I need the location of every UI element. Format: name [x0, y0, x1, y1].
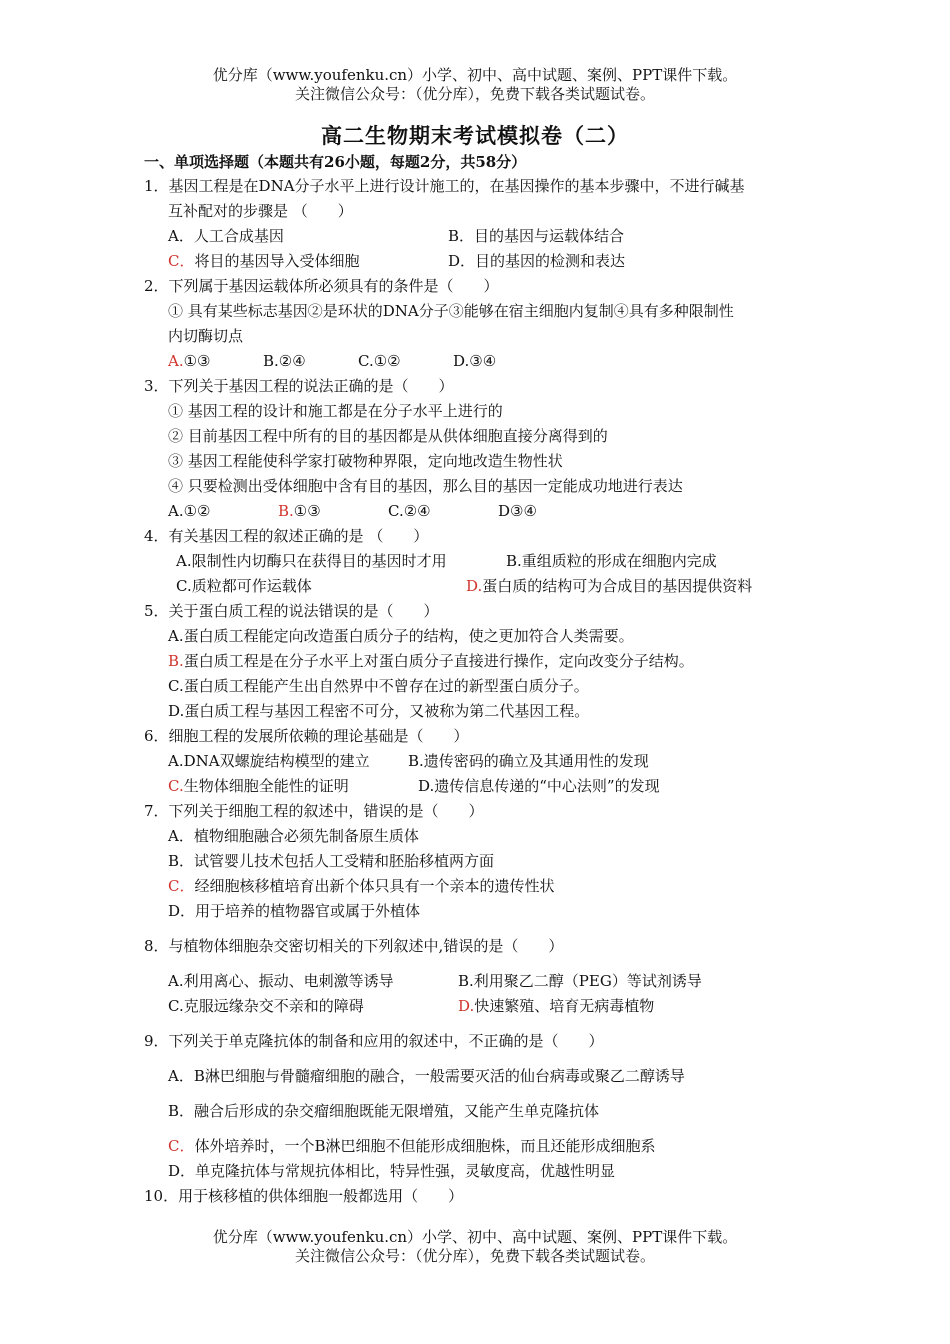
- question-6-stem: 6．细胞工程的发展所依赖的理论基础是（ ）: [144, 727, 469, 745]
- option-a: A．植物细胞融合必须先制备原生质体: [168, 827, 419, 845]
- header-line-2: 关注微信公众号：（优分库），免费下载各类试题试卷。: [294, 85, 655, 103]
- question-2-statement-1: ① 具有某些标志基因②是环状的DNA分子③能够在宿主细胞内复制④具有多种限制性: [168, 302, 734, 320]
- option-c: C．将目的基因导入受体细胞: [168, 252, 360, 270]
- footer-line-1: 优分库（www.youfenku.cn）小学、初中、高中试题、案例、PPT课件下载。: [212, 1228, 738, 1246]
- option-c: C．体外培养时，一个B淋巴细胞不但能形成细胞株，而且还能形成细胞系: [168, 1137, 656, 1155]
- option-c: C.①②: [358, 352, 401, 370]
- option-d: D.蛋白质工程与基因工程密不可分，又被称为第二代基因工程。: [168, 702, 590, 720]
- question-3-options: [144, 499, 824, 524]
- question-8-stem: 8．与植物体细胞杂交密切相关的下列叙述中,错误的是（ ）: [144, 937, 564, 955]
- option-b: B.②④: [263, 352, 306, 370]
- question-6-options-cd: [144, 774, 824, 799]
- option-a: A.限制性内切酶只在获得目的基因时才用: [176, 552, 447, 570]
- option-c: C.蛋白质工程能产生出自然界中不曾存在过的新型蛋白质分子。: [168, 677, 589, 695]
- option-c: C．经细胞核移植培育出新个体只具有一个亲本的遗传性状: [168, 877, 555, 895]
- page-header: [0, 66, 950, 104]
- question-6-options-ab: [144, 749, 824, 774]
- question-1-options-cd: [144, 249, 824, 274]
- option-d: D③④: [498, 502, 537, 520]
- option-d: D.快速繁殖、培育无病毒植物: [458, 997, 655, 1015]
- option-a: A.利用离心、振动、电刺激等诱导: [168, 972, 394, 990]
- option-d: D.③④: [453, 352, 497, 370]
- answer-mark: D.: [466, 577, 483, 595]
- option-b: B.利用聚乙二醇（PEG）等试剂诱导: [458, 972, 702, 990]
- question-9-stem: 9．下列关于单克隆抗体的制备和应用的叙述中，不正确的是（ ）: [144, 1032, 604, 1050]
- option-b: B．融合后形成的杂交瘤细胞既能无限增殖，又能产生单克隆抗体: [168, 1102, 600, 1120]
- footer-line-2: 关注微信公众号：（优分库），免费下载各类试题试卷。: [294, 1247, 655, 1265]
- option-d: D.蛋白质的结构可为合成目的基因提供资料: [466, 577, 753, 595]
- question-7-stem: 7．下列关于细胞工程的叙述中，错误的是（ ）: [144, 802, 484, 820]
- question-3-stem: 3．下列关于基因工程的说法正确的是（ ）: [144, 377, 454, 395]
- option-d: D.遗传信息传递的“中心法则”的发现: [418, 777, 660, 795]
- answer-mark: B.: [168, 652, 184, 670]
- question-4-options-cd: [144, 574, 824, 599]
- answer-mark: C．: [168, 877, 195, 895]
- question-5-stem: 5．关于蛋白质工程的说法错误的是（ ）: [144, 602, 439, 620]
- answer-mark: C．: [168, 252, 195, 270]
- option-c: C.质粒都可作运载体: [176, 577, 312, 595]
- option-a: A.DNA双螺旋结构模型的建立: [168, 752, 370, 770]
- section-heading: 一、单项选择题（本题共有26小题，每题2分，共58分）: [144, 153, 527, 171]
- question-3-statement-3: ③ 基因工程能使科学家打破物种界限，定向地改造生物性状: [168, 452, 563, 470]
- option-b: B．目的基因与运载体结合: [448, 227, 625, 245]
- question-4-stem: 4．有关基因工程的叙述正确的是 （ ）: [144, 527, 429, 545]
- option-c: C.②④: [388, 502, 431, 520]
- answer-mark: C．: [168, 1137, 195, 1155]
- option-b: B.遗传密码的确立及其通用性的发现: [408, 752, 649, 770]
- question-8-options-ab: [144, 969, 824, 994]
- question-1-stem-cont: 互补配对的步骤是 （ ）: [168, 202, 353, 220]
- question-8-options-cd: [144, 994, 824, 1019]
- option-d: D．目的基因的检测和表达: [448, 252, 626, 270]
- question-1-options-ab: [144, 224, 824, 249]
- answer-mark: A.: [168, 352, 184, 370]
- question-10-stem: 10．用于核移植的供体细胞一般都选用（ ）: [144, 1187, 464, 1205]
- question-4-options-ab: [144, 549, 824, 574]
- question-2-statement-2: 内切酶切点: [168, 327, 244, 345]
- option-d: D．用于培养的植物器官或属于外植体: [168, 902, 421, 920]
- option-a: A．人工合成基因: [168, 227, 284, 245]
- answer-mark: C.: [168, 777, 184, 795]
- option-c: C.克服远缘杂交不亲和的障碍: [168, 997, 364, 1015]
- header-line-1: 优分库（www.youfenku.cn）小学、初中、高中试题、案例、PPT课件下载。: [212, 66, 738, 84]
- option-b: B.蛋白质工程是在分子水平上对蛋白质分子直接进行操作，定向改变分子结构。: [168, 652, 694, 670]
- option-b: B．试管婴儿技术包括人工受精和胚胎移植两方面: [168, 852, 495, 870]
- answer-mark: D.: [458, 997, 475, 1015]
- option-d: D．单克隆抗体与常规抗体相比，特异性强，灵敏度高，优越性明显: [168, 1162, 616, 1180]
- question-list: [144, 150, 824, 1209]
- question-1-stem: 1．基因工程是在DNA分子水平上进行设计施工的，在基因操作的基本步骤中，不进行碱基: [144, 177, 745, 195]
- question-3-statement-1: ① 基因工程的设计和施工都是在分子水平上进行的: [168, 402, 503, 420]
- option-b: B.①③: [278, 502, 321, 520]
- question-2-options: [144, 349, 824, 374]
- question-3-statement-2: ② 目前基因工程中所有的目的基因都是从供体细胞直接分离得到的: [168, 427, 608, 445]
- answer-mark: B.: [278, 502, 294, 520]
- page-footer: [0, 1228, 950, 1266]
- option-c: C.生物体细胞全能性的证明: [168, 777, 349, 795]
- question-2-stem: 2．下列属于基因运载体所必须具有的条件是（ ）: [144, 277, 499, 295]
- option-a: A.①②: [168, 502, 211, 520]
- page-title: 高二生物期末考试模拟卷（二）: [321, 123, 629, 148]
- option-a: A.①③: [168, 352, 211, 370]
- option-a: A.蛋白质工程能定向改造蛋白质分子的结构，使之更加符合人类需要。: [168, 627, 634, 645]
- question-3-statement-4: ④ 只要检测出受体细胞中含有目的基因，那么目的基因一定能成功地进行表达: [168, 477, 683, 495]
- option-a: A．B淋巴细胞与骨髓瘤细胞的融合，一般需要灭活的仙台病毒或聚乙二醇诱导: [168, 1067, 685, 1085]
- option-b: B.重组质粒的形成在细胞内完成: [506, 552, 717, 570]
